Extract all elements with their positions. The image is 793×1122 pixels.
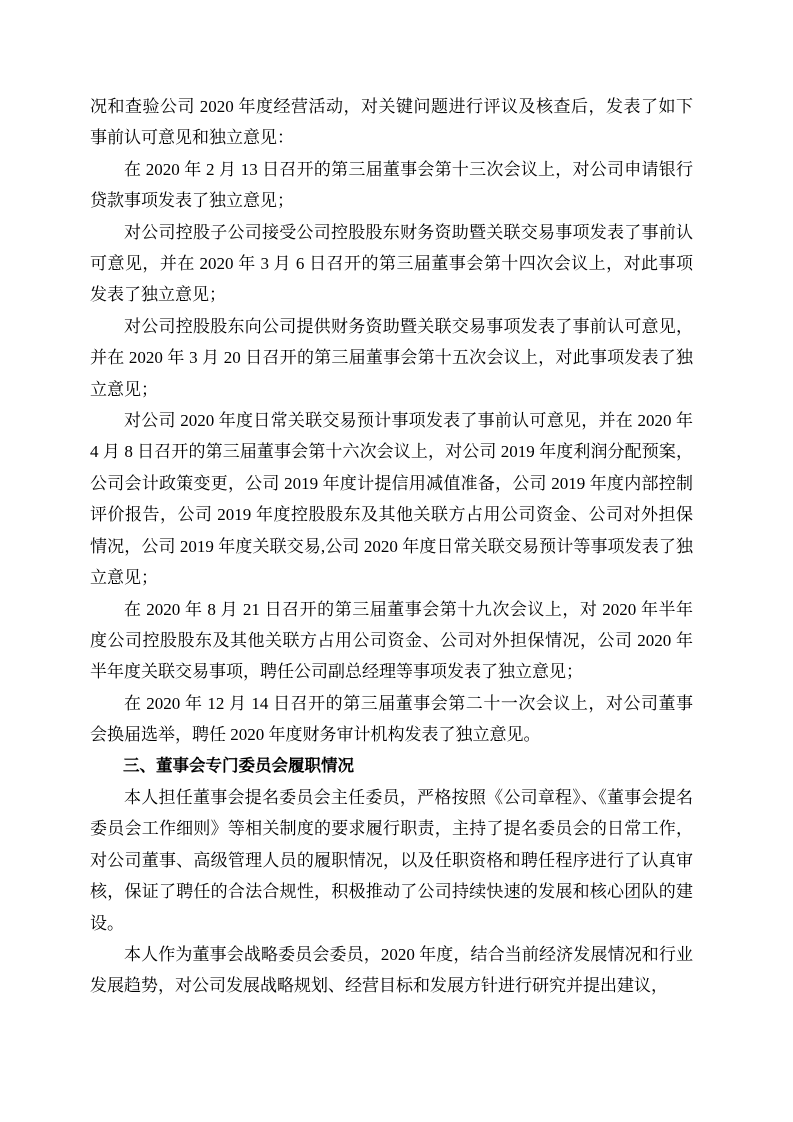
section-heading-committee-duties: 三、董事会专门委员会履职情况 xyxy=(123,756,354,775)
paragraph-opinions-intro: 况和查验公司 2020 年度经营活动，对关键问题进行评议及核查后，发表了如下事前认可意见和独立意见： xyxy=(90,97,693,148)
paragraph-strategy-committee: 本人作为董事会战略委员会委员，2020 年度，结合当前经济发展情况和行业发展趋势，对公司发展战略规划、经营目标和发展方针进行研究并提出建议， xyxy=(90,944,693,996)
paragraph-meeting-14th: 对公司控股子公司接受公司控股股东财务资助暨关联交易事项发表了事前认可意见，并在 2020 年 3 月 6 日召开的第三届董事会第十四次会议上，对此事项发表了独立意见； xyxy=(90,222,693,305)
paragraph-meeting-19th: 在 2020 年 8 月 21 日召开的第三届董事会第十九次会议上，对 2020 年半年度公司控股股东及其他关联方占用公司资金、公司对外担保情况，公司 2020 年半年度关联交易事项，聘任公司副总经理等事项发表了独立意见； xyxy=(90,599,693,682)
paragraph-meeting-21st: 在 2020 年 12 月 14 日召开的第三届董事会第二十一次会议上，对公司董事会换届选举，聘任 2020 年度财务审计机构发表了独立意见。 xyxy=(90,693,693,745)
paragraph-nomination-committee: 本人担任董事会提名委员会主任委员，严格按照《公司章程》、《董事会提名委员会工作细则》等相关制度的要求履行职责，主持了提名委员会的日常工作，对公司董事、高级管理人员的履职情况，以及任职资格和聘任程序进行了认真审核，保证了聘任的合法合规性，积极推动了公司持续快速的发展和核心团队的建设。 xyxy=(90,787,693,933)
paragraph-meeting-15th: 对公司控股股东向公司提供财务资助暨关联交易事项发表了事前认可意见，并在 2020 年 3 月 20 日召开的第三届董事会第十五次会议上，对此事项发表了独立意见； xyxy=(90,316,693,399)
paragraph-meeting-13th: 在 2020 年 2 月 13 日召开的第三届董事会第十三次会议上，对公司申请银行贷款事项发表了独立意见； xyxy=(90,159,693,211)
paragraph-meeting-16th: 对公司 2020 年度日常关联交易预计事项发表了事前认可意见，并在 2020 年 4 月 8 日召开的第三届董事会第十六次会议上，对公司 2019 年度利润分配预案，公司会计政策变更，公司 2019 年度计提信用减值准备，公司 2019 年度内部控制评价报告，公司 2019 年度控股股东及其他关联方占用公司资金、公司对外担保情况，公司 2019 年度关联交易,公司 2020 年度日常关联交易预计等事项发表了独立意见； xyxy=(90,411,693,588)
